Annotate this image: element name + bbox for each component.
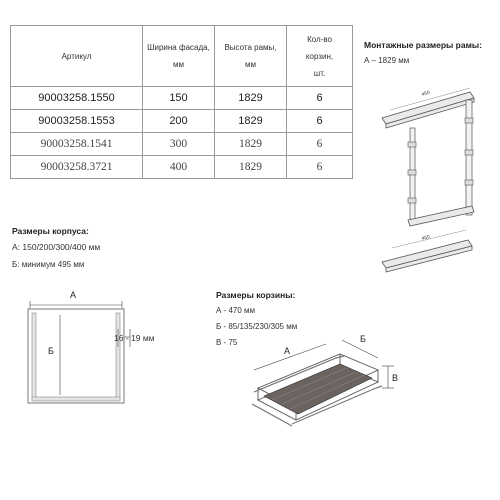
cabinet-line-a: А: 150/200/300/400 мм	[12, 242, 101, 252]
table-row	[11, 87, 353, 110]
right-frame-post	[466, 100, 472, 215]
header-basket-count: Кол-во корзин, шт.	[287, 26, 353, 87]
cabinet-label-b: Б	[48, 346, 54, 356]
cell-height: 1829	[215, 110, 287, 133]
basket-line-a: А - 470 мм	[216, 306, 256, 315]
cell-height: 1829	[215, 133, 287, 156]
top-rail	[382, 89, 474, 128]
cabinet-line-b: Б: минимум 495 мм	[12, 260, 85, 269]
basket-diagram	[248, 330, 418, 440]
cabinet-depth: 16 - 19 мм	[114, 333, 155, 343]
basket-title: Размеры корзины:	[216, 290, 296, 300]
spec-table	[10, 25, 353, 179]
cell-width: 150	[143, 87, 215, 110]
basket-label-b: Б	[360, 334, 366, 344]
rail-label-top: 450	[420, 89, 431, 98]
table-row	[11, 156, 353, 179]
cell-count: 6	[287, 133, 353, 156]
header-article: Артикул	[11, 26, 143, 87]
header-facade-width: Ширина фасада, мм	[143, 26, 215, 87]
cabinet-title: Размеры корпуса:	[12, 226, 89, 236]
basket-floor	[264, 364, 372, 414]
cell-height: 1829	[215, 87, 287, 110]
cell-article: 90003258.3721	[11, 156, 143, 179]
table-row	[11, 133, 353, 156]
basket-label-a: А	[284, 346, 291, 356]
table-row	[11, 110, 353, 133]
cell-article: 90003258.1541	[11, 133, 143, 156]
cell-count: 6	[287, 110, 353, 133]
cell-count: 6	[287, 87, 353, 110]
cell-article: 90003258.1553	[11, 110, 143, 133]
basket-label-c: В	[392, 373, 399, 383]
bottom-rail	[382, 240, 472, 272]
table-header-row	[11, 26, 353, 87]
cell-width: 200	[143, 110, 215, 133]
cell-width: 400	[143, 156, 215, 179]
cell-width: 300	[143, 133, 215, 156]
basket-line-b: Б - 85/135/230/305 мм	[216, 322, 298, 331]
cabinet-diagram	[20, 285, 180, 415]
frame-diagram	[370, 80, 490, 280]
mid-rail	[408, 206, 474, 226]
mounting-value: А – 1829 мм	[364, 56, 410, 65]
mounting-title: Монтажные размеры рамы:	[364, 40, 482, 50]
rail-label-bottom: 450	[421, 234, 431, 242]
cell-article: 90003258.1550	[11, 87, 143, 110]
cell-height: 1829	[215, 156, 287, 179]
cell-count: 6	[287, 156, 353, 179]
basket-line-c: В - 75	[216, 338, 238, 347]
cabinet-label-a: А	[70, 290, 77, 300]
header-frame-height: Высота рамы, мм	[215, 26, 287, 87]
